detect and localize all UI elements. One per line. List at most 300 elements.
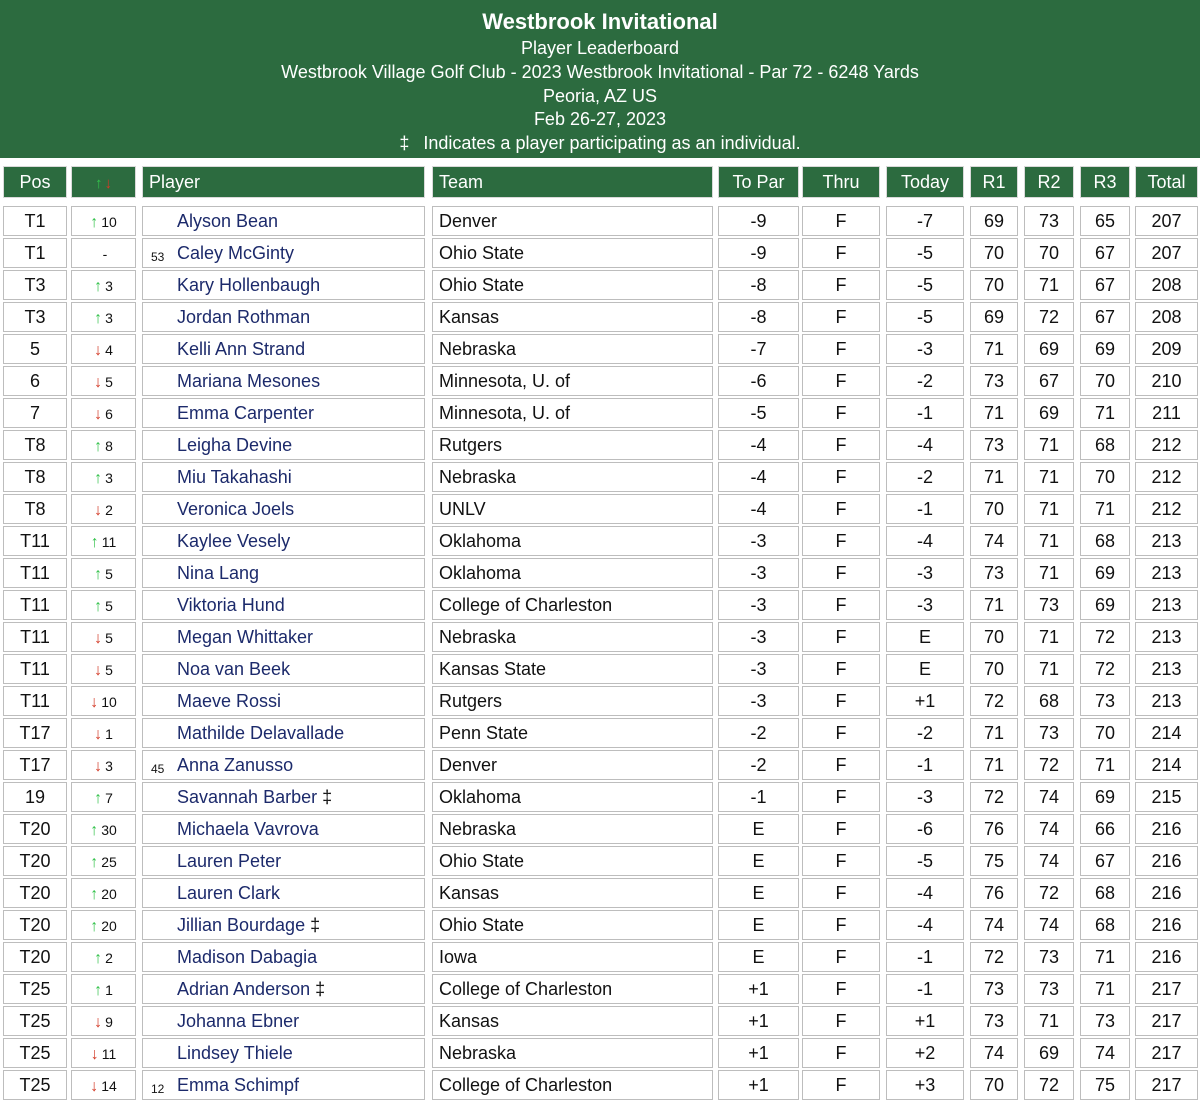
player-name-cell[interactable]: [142, 654, 425, 684]
cell-r2: 71: [1024, 654, 1074, 684]
player-link[interactable]: Noa van Beek: [177, 659, 291, 679]
cell-move: [71, 846, 136, 876]
cell-to-par: -3: [718, 558, 799, 588]
move-value: 5: [105, 374, 113, 390]
cell-thru: F: [802, 654, 880, 684]
player-link[interactable]: Kelli Ann Strand: [177, 339, 306, 359]
cell-team: College of Charleston: [432, 1070, 713, 1100]
cell-r2: 69: [1024, 334, 1074, 364]
player-link[interactable]: Anna Zanusso: [177, 755, 294, 775]
player-name-cell[interactable]: [142, 526, 425, 556]
column-header-player[interactable]: Player: [142, 166, 425, 198]
player-link[interactable]: Lindsey Thiele: [177, 1043, 293, 1063]
cell-thru: F: [802, 334, 880, 364]
player-link[interactable]: Caley McGinty: [177, 243, 295, 263]
player-name-cell[interactable]: [142, 430, 425, 460]
cell-total: 215: [1135, 782, 1198, 812]
cell-total: 214: [1135, 718, 1198, 748]
cell-pos: T11: [3, 686, 67, 716]
cell-team: Rutgers: [432, 686, 713, 716]
cell-move: [71, 430, 136, 460]
cell-r3: 71: [1080, 494, 1130, 524]
cell-r1: 69: [970, 206, 1018, 236]
cell-team: Ohio State: [432, 846, 713, 876]
cell-thru: F: [802, 782, 880, 812]
move-down-icon: ↓: [94, 1014, 103, 1031]
move-value: 5: [105, 662, 113, 678]
cell-total: 212: [1135, 494, 1198, 524]
player-link[interactable]: Johanna Ebner: [177, 1011, 300, 1031]
cell-thru: F: [802, 1006, 880, 1036]
player-rank-superscript: 45: [151, 762, 165, 776]
cell-total: 210: [1135, 366, 1198, 396]
cell-r3: 68: [1080, 910, 1130, 940]
column-header-to-par[interactable]: To Par: [718, 166, 799, 198]
player-link[interactable]: Mathilde Delavallade: [177, 723, 345, 743]
player-link[interactable]: Lauren Peter: [177, 851, 282, 871]
cell-today: -4: [886, 430, 964, 460]
leaderboard-header: [0, 0, 1200, 158]
move-up-icon: ↑: [90, 918, 99, 935]
move-value: 7: [105, 790, 113, 806]
cell-to-par: E: [718, 878, 799, 908]
cell-to-par: -3: [718, 622, 799, 652]
player-name-cell[interactable]: [142, 494, 425, 524]
player-name-cell[interactable]: [142, 686, 425, 716]
move-up-icon: ↑: [94, 598, 103, 615]
cell-today: -6: [886, 814, 964, 844]
cell-total: 207: [1135, 206, 1198, 236]
individual-marker: ‡: [310, 979, 326, 999]
player-link[interactable]: Maeve Rossi: [177, 691, 282, 711]
cell-move: [71, 526, 136, 556]
cell-total: 213: [1135, 558, 1198, 588]
cell-today: -2: [886, 366, 964, 396]
cell-total: 207: [1135, 238, 1198, 268]
cell-team: Denver: [432, 206, 713, 236]
cell-today: -2: [886, 462, 964, 492]
player-name-cell[interactable]: [142, 590, 425, 620]
cell-r1: 71: [970, 398, 1018, 428]
cell-total: 208: [1135, 270, 1198, 300]
player-link[interactable]: Nina Lang: [177, 563, 260, 583]
player-name-cell[interactable]: [142, 1070, 425, 1100]
player-link[interactable]: Leigha Devine: [177, 435, 293, 455]
cell-today: -1: [886, 974, 964, 1004]
move-up-icon: ↑: [90, 534, 99, 551]
column-header-move[interactable]: [71, 166, 136, 198]
player-link[interactable]: Kaylee Vesely: [177, 531, 291, 551]
cell-team: Iowa: [432, 942, 713, 972]
individual-marker: ‡: [317, 787, 333, 807]
cell-team: Nebraska: [432, 1038, 713, 1068]
cell-move: [71, 270, 136, 300]
cell-r2: 73: [1024, 942, 1074, 972]
cell-today: -1: [886, 494, 964, 524]
cell-to-par: -3: [718, 686, 799, 716]
cell-move: [71, 910, 136, 940]
cell-r2: 73: [1024, 974, 1074, 1004]
player-name-cell[interactable]: [142, 238, 425, 268]
player-link[interactable]: Emma Schimpf: [177, 1075, 300, 1095]
cell-r1: 69: [970, 302, 1018, 332]
cell-move: [71, 462, 136, 492]
cell-pos: T11: [3, 558, 67, 588]
cell-thru: F: [802, 430, 880, 460]
cell-pos: T1: [3, 206, 67, 236]
player-name-cell[interactable]: [142, 558, 425, 588]
cell-r3: 71: [1080, 750, 1130, 780]
move-up-icon: ↑: [90, 822, 99, 839]
cell-team: UNLV: [432, 494, 713, 524]
cell-r1: 72: [970, 686, 1018, 716]
move-up-icon: ↑: [94, 310, 103, 327]
move-value: 5: [105, 630, 113, 646]
player-link[interactable]: Emma Carpenter: [177, 403, 315, 423]
move-value: 25: [101, 854, 117, 870]
up-arrow-icon: ↑: [95, 175, 103, 192]
cell-r3: 70: [1080, 462, 1130, 492]
cell-team: College of Charleston: [432, 974, 713, 1004]
move-up-icon: ↑: [94, 790, 103, 807]
cell-team: Nebraska: [432, 622, 713, 652]
cell-r1: 71: [970, 750, 1018, 780]
cell-r3: 67: [1080, 302, 1130, 332]
cell-team: Nebraska: [432, 462, 713, 492]
cell-r2: 70: [1024, 238, 1074, 268]
move-down-icon: ↓: [94, 758, 103, 775]
cell-r3: 68: [1080, 526, 1130, 556]
player-link[interactable]: Kary Hollenbaugh: [177, 275, 321, 295]
cell-r2: 71: [1024, 430, 1074, 460]
player-name-cell[interactable]: [142, 462, 425, 492]
cell-r3: 72: [1080, 622, 1130, 652]
move-value: 20: [101, 886, 117, 902]
cell-to-par: -9: [718, 206, 799, 236]
column-header-today[interactable]: Today: [886, 166, 964, 198]
course-info: Westbrook Village Golf Club - 2023 Westbrook Invitational - Par 72 - 6248 Yards: [281, 62, 919, 82]
cell-to-par: E: [718, 910, 799, 940]
cell-r1: 72: [970, 782, 1018, 812]
cell-move: [71, 750, 136, 780]
cell-pos: T8: [3, 462, 67, 492]
cell-thru: F: [802, 718, 880, 748]
cell-to-par: -4: [718, 462, 799, 492]
cell-today: -5: [886, 302, 964, 332]
cell-total: 213: [1135, 590, 1198, 620]
cell-today: -3: [886, 334, 964, 364]
cell-team: Nebraska: [432, 814, 713, 844]
player-name-cell[interactable]: [142, 718, 425, 748]
move-value: 9: [105, 1014, 113, 1030]
cell-thru: F: [802, 398, 880, 428]
cell-to-par: -3: [718, 526, 799, 556]
cell-thru: F: [802, 1038, 880, 1068]
player-link[interactable]: Alyson Bean: [177, 211, 279, 231]
move-value: 10: [101, 694, 117, 710]
move-down-icon: ↓: [94, 374, 103, 391]
move-up-icon: ↑: [90, 214, 99, 231]
player-name-cell[interactable]: [142, 974, 425, 1004]
move-down-icon: ↓: [94, 342, 103, 359]
event-location: Peoria, AZ US: [542, 86, 658, 106]
move-value: 20: [101, 918, 117, 934]
player-link[interactable]: Miu Takahashi: [177, 467, 292, 487]
player-name-cell[interactable]: [142, 878, 425, 908]
player-link[interactable]: Jillian Bourdage: [177, 915, 306, 935]
event-dates: Feb 26-27, 2023: [533, 109, 667, 129]
cell-move: [71, 398, 136, 428]
cell-r2: 71: [1024, 494, 1074, 524]
player-link[interactable]: Jordan Rothman: [177, 307, 311, 327]
cell-pos: T11: [3, 526, 67, 556]
move-value: 10: [101, 214, 117, 230]
cell-total: 217: [1135, 1006, 1198, 1036]
move-up-icon: ↑: [94, 278, 103, 295]
player-link[interactable]: Mariana Mesones: [177, 371, 321, 391]
cell-r3: 67: [1080, 238, 1130, 268]
cell-thru: F: [802, 206, 880, 236]
player-link[interactable]: Lauren Clark: [177, 883, 281, 903]
move-down-icon: ↓: [94, 406, 103, 423]
cell-thru: F: [802, 526, 880, 556]
cell-r2: 74: [1024, 910, 1074, 940]
player-name-cell[interactable]: [142, 846, 425, 876]
cell-team: Ohio State: [432, 238, 713, 268]
player-name-cell[interactable]: [142, 782, 425, 812]
cell-pos: T20: [3, 814, 67, 844]
cell-r3: 69: [1080, 590, 1130, 620]
player-name-cell[interactable]: [142, 750, 425, 780]
player-name-cell[interactable]: [142, 366, 425, 396]
cell-r1: 70: [970, 1070, 1018, 1100]
move-value: 30: [101, 822, 117, 838]
cell-today: -3: [886, 590, 964, 620]
event-title: Westbrook Invitational: [482, 9, 718, 34]
cell-move: [71, 238, 136, 268]
move-value: 5: [105, 566, 113, 582]
column-header-r3[interactable]: R3: [1080, 166, 1130, 198]
column-header-r2[interactable]: R2: [1024, 166, 1074, 198]
move-up-icon: ↑: [94, 566, 103, 583]
player-link[interactable]: Michaela Vavrova: [177, 819, 319, 839]
cell-today: -1: [886, 750, 964, 780]
cell-r1: 70: [970, 494, 1018, 524]
cell-move: [71, 782, 136, 812]
cell-r3: 73: [1080, 686, 1130, 716]
cell-to-par: -2: [718, 750, 799, 780]
move-down-icon: ↓: [94, 630, 103, 647]
cell-thru: F: [802, 1070, 880, 1100]
column-header-r1[interactable]: R1: [970, 166, 1018, 198]
cell-thru: F: [802, 942, 880, 972]
player-link[interactable]: Savannah Barber: [177, 787, 318, 807]
cell-thru: F: [802, 270, 880, 300]
cell-r2: 72: [1024, 302, 1074, 332]
cell-r3: 73: [1080, 1006, 1130, 1036]
move-down-icon: ↓: [94, 662, 103, 679]
cell-today: E: [886, 622, 964, 652]
move-up-icon: ↑: [94, 982, 103, 999]
cell-today: -1: [886, 398, 964, 428]
cell-r1: 74: [970, 1038, 1018, 1068]
cell-move: [71, 1006, 136, 1036]
player-rank-superscript: 12: [151, 1082, 165, 1096]
player-name-cell[interactable]: [142, 910, 425, 940]
cell-r2: 71: [1024, 270, 1074, 300]
cell-r2: 74: [1024, 846, 1074, 876]
cell-team: Oklahoma: [432, 782, 713, 812]
cell-total: 213: [1135, 526, 1198, 556]
cell-r2: 73: [1024, 718, 1074, 748]
cell-pos: T8: [3, 430, 67, 460]
cell-r1: 70: [970, 654, 1018, 684]
cell-r1: 70: [970, 622, 1018, 652]
move-value: 8: [105, 438, 113, 454]
cell-r1: 73: [970, 1006, 1018, 1036]
player-name-cell[interactable]: [142, 270, 425, 300]
player-name-cell[interactable]: [142, 302, 425, 332]
cell-r2: 71: [1024, 462, 1074, 492]
column-header-pos[interactable]: Pos: [3, 166, 67, 198]
cell-to-par: E: [718, 814, 799, 844]
individual-note: [0, 133, 1200, 154]
cell-total: 213: [1135, 622, 1198, 652]
player-link[interactable]: Veronica Joels: [177, 499, 295, 519]
player-name-cell[interactable]: [142, 622, 425, 652]
cell-move: [71, 558, 136, 588]
cell-team: Oklahoma: [432, 558, 713, 588]
player-name-cell[interactable]: [142, 814, 425, 844]
move-value: 6: [105, 406, 113, 422]
cell-thru: F: [802, 974, 880, 1004]
cell-r1: 71: [970, 718, 1018, 748]
cell-move: [71, 334, 136, 364]
player-name-cell[interactable]: [142, 1038, 425, 1068]
player-link[interactable]: Madison Dabagia: [177, 947, 318, 967]
cell-move: [71, 974, 136, 1004]
cell-move: [71, 622, 136, 652]
cell-total: 212: [1135, 430, 1198, 460]
move-value: -: [102, 246, 108, 262]
player-link[interactable]: Viktoria Hund: [177, 595, 285, 615]
cell-team: Penn State: [432, 718, 713, 748]
player-name-cell[interactable]: [142, 398, 425, 428]
cell-r2: 67: [1024, 366, 1074, 396]
cell-today: +1: [886, 1006, 964, 1036]
cell-r3: 65: [1080, 206, 1130, 236]
cell-move: [71, 206, 136, 236]
cell-total: 213: [1135, 686, 1198, 716]
cell-r3: 74: [1080, 1038, 1130, 1068]
cell-r2: 69: [1024, 1038, 1074, 1068]
column-header-thru[interactable]: Thru: [802, 166, 880, 198]
cell-team: Ohio State: [432, 270, 713, 300]
move-value: 14: [101, 1078, 117, 1094]
player-link[interactable]: Megan Whittaker: [177, 627, 314, 647]
cell-thru: F: [802, 622, 880, 652]
cell-r1: 72: [970, 942, 1018, 972]
cell-to-par: -2: [718, 718, 799, 748]
player-name-cell[interactable]: [142, 942, 425, 972]
cell-thru: F: [802, 878, 880, 908]
cell-to-par: +1: [718, 974, 799, 1004]
cell-to-par: -5: [718, 398, 799, 428]
cell-pos: T11: [3, 590, 67, 620]
cell-thru: F: [802, 494, 880, 524]
move-down-icon: ↓: [90, 694, 99, 711]
cell-total: 217: [1135, 1038, 1198, 1068]
cell-r3: 71: [1080, 398, 1130, 428]
cell-today: -7: [886, 206, 964, 236]
cell-r3: 69: [1080, 334, 1130, 364]
cell-r2: 72: [1024, 750, 1074, 780]
cell-move: [71, 718, 136, 748]
cell-pos: T3: [3, 302, 67, 332]
cell-move: [71, 366, 136, 396]
cell-r1: 73: [970, 430, 1018, 460]
move-down-icon: ↓: [90, 1046, 99, 1063]
page-subtitle: Player Leaderboard: [520, 38, 680, 58]
player-name-cell[interactable]: [142, 1006, 425, 1036]
cell-team: Kansas: [432, 302, 713, 332]
cell-thru: F: [802, 238, 880, 268]
cell-thru: F: [802, 910, 880, 940]
cell-r3: 68: [1080, 430, 1130, 460]
column-header-total[interactable]: Total: [1135, 166, 1198, 198]
cell-total: 208: [1135, 302, 1198, 332]
cell-to-par: -8: [718, 270, 799, 300]
column-header-team[interactable]: Team: [432, 166, 713, 198]
move-up-icon: ↑: [90, 854, 99, 871]
move-up-icon: ↑: [94, 950, 103, 967]
cell-total: 216: [1135, 878, 1198, 908]
cell-r1: 76: [970, 814, 1018, 844]
cell-r1: 70: [970, 270, 1018, 300]
cell-pos: T8: [3, 494, 67, 524]
cell-team: Rutgers: [432, 430, 713, 460]
cell-r1: 74: [970, 526, 1018, 556]
cell-r3: 66: [1080, 814, 1130, 844]
cell-move: [71, 590, 136, 620]
cell-team: College of Charleston: [432, 590, 713, 620]
cell-team: Minnesota, U. of: [432, 398, 713, 428]
player-link[interactable]: Adrian Anderson: [177, 979, 311, 999]
cell-pos: T25: [3, 1070, 67, 1100]
cell-thru: F: [802, 590, 880, 620]
cell-team: Oklahoma: [432, 526, 713, 556]
player-rank-superscript: 53: [151, 250, 165, 264]
player-name-cell[interactable]: [142, 206, 425, 236]
cell-today: E: [886, 654, 964, 684]
cell-today: -3: [886, 558, 964, 588]
cell-move: [71, 654, 136, 684]
cell-pos: T17: [3, 750, 67, 780]
cell-pos: T17: [3, 718, 67, 748]
cell-pos: T20: [3, 942, 67, 972]
cell-total: 217: [1135, 1070, 1198, 1100]
cell-thru: F: [802, 686, 880, 716]
cell-pos: T20: [3, 878, 67, 908]
cell-pos: T20: [3, 910, 67, 940]
cell-total: 211: [1135, 398, 1198, 428]
move-value: 11: [101, 534, 117, 550]
cell-to-par: E: [718, 846, 799, 876]
player-name-cell[interactable]: [142, 334, 425, 364]
cell-team: Kansas: [432, 1006, 713, 1036]
cell-r3: 67: [1080, 270, 1130, 300]
move-value: 1: [105, 726, 113, 742]
